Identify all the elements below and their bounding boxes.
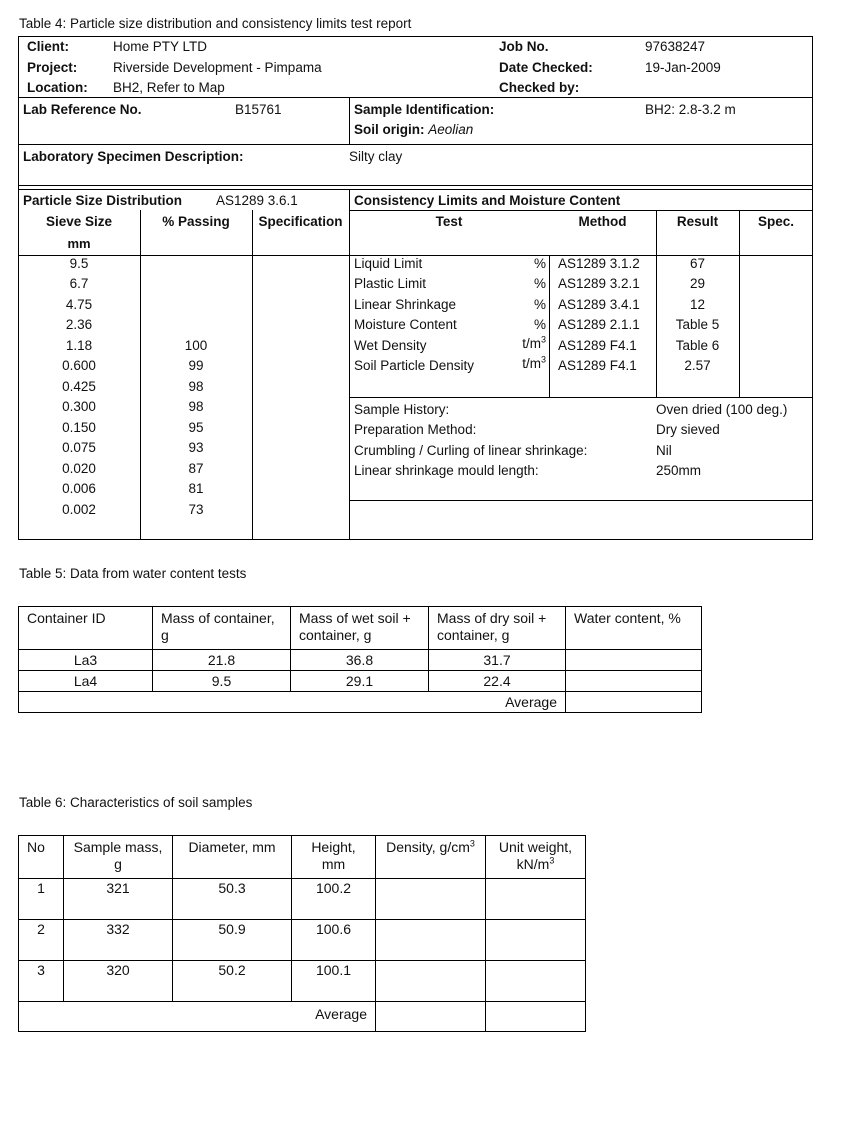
test-result: Table 6: [675, 338, 720, 353]
test-unit: %: [533, 317, 546, 332]
test-unit: %: [533, 276, 546, 291]
sample-unit-weight: [486, 961, 586, 1002]
col-no: No: [19, 836, 64, 879]
test-result: 12: [689, 297, 706, 312]
average-label: Average: [19, 692, 566, 713]
test-name: Soil Particle Density: [354, 358, 475, 373]
soil-origin-value: Aeolian: [428, 122, 474, 137]
sample-no: 3: [19, 961, 64, 1002]
sieve-size: 0.425: [62, 379, 96, 394]
test-result: Table 5: [675, 317, 720, 332]
sample-diameter: 50.3: [173, 879, 292, 920]
history-label: Crumbling / Curling of linear shrinkage:: [354, 443, 588, 458]
sieve-size: 0.150: [62, 420, 96, 435]
test-result: 67: [689, 256, 706, 271]
sample-height: 100.2: [292, 879, 376, 920]
cube-superscript: 3: [540, 334, 546, 345]
soil-origin: [354, 123, 473, 137]
checked-by-label: Checked by:: [499, 80, 580, 95]
location-value: BH2, Refer to Map: [113, 80, 225, 95]
client-value: Home PTY LTD: [113, 39, 208, 54]
specimen-value: Silty clay: [349, 149, 403, 164]
col-mass-container: Mass of container, g: [153, 607, 291, 650]
col-water-content: Water content, %: [566, 607, 702, 650]
mass-dry: 22.4: [429, 671, 566, 692]
sample-height: 100.6: [292, 920, 376, 961]
client-label: Client:: [27, 39, 69, 54]
test-result: 2.57: [684, 358, 711, 373]
test-unit: %: [533, 297, 546, 312]
test-name: Liquid Limit: [354, 256, 423, 271]
mass-dry: 31.7: [429, 650, 566, 671]
project-value: Riverside Development - Pimpama: [113, 60, 322, 75]
water-content: [566, 671, 702, 692]
soil-origin-label: Soil origin:: [354, 122, 425, 137]
psd-label: Particle Size Distribution: [23, 193, 183, 208]
test-name: Wet Density: [354, 338, 427, 353]
sample-unit-weight: [486, 920, 586, 961]
sample-mass: 321: [64, 879, 173, 920]
sieve-passing: 100: [184, 338, 208, 353]
test-method: AS1289 3.1.2: [558, 256, 640, 271]
average-density: [376, 1002, 486, 1032]
test-unit: t/m: [522, 356, 541, 371]
specimen-label: Laboratory Specimen Description:: [23, 149, 244, 164]
col-height: Height, mm: [292, 836, 376, 879]
col-passing: % Passing: [162, 214, 230, 229]
sieve-size: 6.7: [69, 276, 89, 291]
sieve-size: 0.006: [62, 481, 96, 496]
table-row: [19, 879, 586, 920]
sample-mass: 320: [64, 961, 173, 1002]
consistency-label: Consistency Limits and Moisture Content: [354, 193, 621, 208]
test-unit: %: [533, 256, 546, 271]
container-id: La3: [19, 650, 153, 671]
sample-diameter: 50.9: [173, 920, 292, 961]
psd-standard: AS1289 3.6.1: [216, 193, 298, 208]
table-row: [19, 920, 586, 961]
test-method: AS1289 F4.1: [558, 338, 637, 353]
col-spec: Spec.: [757, 214, 795, 229]
col-sample-mass: Sample mass, g: [64, 836, 173, 879]
sample-no: 2: [19, 920, 64, 961]
sieve-passing: 87: [188, 461, 204, 476]
history-value: Oven dried (100 deg.): [656, 402, 788, 417]
sample-id-label: Sample Identification:: [354, 102, 495, 117]
sample-height: 100.1: [292, 961, 376, 1002]
history-value: 250mm: [656, 463, 702, 478]
test-unit-wrap: [490, 334, 546, 351]
history-label: Linear shrinkage mould length:: [354, 463, 539, 478]
col-container-id: Container ID: [19, 607, 153, 650]
table-row: [19, 671, 702, 692]
table5-caption: Table 5: Data from water content tests: [19, 566, 247, 581]
test-unit-wrap: [490, 354, 546, 371]
col-density: [376, 836, 486, 879]
sieve-size: 1.18: [65, 338, 93, 353]
test-method: AS1289 3.2.1: [558, 276, 640, 291]
sieve-passing: 98: [188, 399, 204, 414]
table6: [18, 835, 586, 1032]
history-label: Sample History:: [354, 402, 450, 417]
sieve-size: 0.600: [62, 358, 96, 373]
job-no-value: 97638247: [645, 39, 706, 54]
sample-id-value: BH2: 2.8-3.2 m: [645, 102, 736, 117]
table6-average-row: [19, 1002, 586, 1032]
table5: [18, 606, 702, 713]
col-mass-dry: Mass of dry soil + container, g: [429, 607, 566, 650]
test-name: Plastic Limit: [354, 276, 427, 291]
job-no-label: Job No.: [499, 39, 549, 54]
cube-superscript: 3: [469, 838, 475, 849]
sieve-size: 2.36: [65, 317, 93, 332]
sieve-passing: 98: [188, 379, 204, 394]
table5-average-row: [19, 692, 702, 713]
mass-container: 21.8: [153, 650, 291, 671]
container-id: La4: [19, 671, 153, 692]
table6-header-row: [19, 836, 586, 879]
density-header-text: Density, g/cm: [386, 839, 470, 855]
sample-density: [376, 879, 486, 920]
lab-ref-value: B15761: [235, 102, 282, 117]
col-specification: Specification: [258, 214, 343, 229]
project-label: Project:: [27, 60, 78, 75]
col-diameter: Diameter, mm: [173, 836, 292, 879]
col-method: Method: [578, 214, 627, 229]
col-test: Test: [435, 214, 463, 229]
sieve-size: 9.5: [69, 256, 89, 271]
average-label: Average: [19, 1002, 376, 1032]
date-checked-value: 19-Jan-2009: [645, 60, 721, 75]
date-checked-label: Date Checked:: [499, 60, 593, 75]
sieve-size: 0.075: [62, 440, 96, 455]
table6-caption: Table 6: Characteristics of soil samples: [19, 795, 253, 810]
sample-mass: 332: [64, 920, 173, 961]
water-content: [566, 650, 702, 671]
col-sieve-unit: mm: [67, 236, 91, 251]
mass-wet: 29.1: [291, 671, 429, 692]
col-mass-wet: Mass of wet soil + container, g: [291, 607, 429, 650]
history-label: Preparation Method:: [354, 422, 477, 437]
sieve-passing: 73: [188, 502, 204, 517]
average-unit-weight: [486, 1002, 586, 1032]
history-value: Dry sieved: [656, 422, 720, 437]
history-value: Nil: [656, 443, 672, 458]
test-result: 29: [689, 276, 706, 291]
sieve-size: 4.75: [65, 297, 93, 312]
cube-superscript: 3: [540, 354, 546, 365]
test-method: AS1289 3.4.1: [558, 297, 640, 312]
cube-superscript: 3: [549, 855, 555, 866]
sieve-passing: 93: [188, 440, 204, 455]
table4-caption: Table 4: Particle size distribution and consistency limits test report: [19, 16, 412, 31]
table5-header-row: [19, 607, 702, 650]
sample-density: [376, 920, 486, 961]
average-value: [566, 692, 702, 713]
col-sieve-size: Sieve Size: [45, 214, 113, 229]
col-result: Result: [676, 214, 719, 229]
test-method: AS1289 F4.1: [558, 358, 637, 373]
test-name: Moisture Content: [354, 317, 457, 332]
sample-diameter: 50.2: [173, 961, 292, 1002]
table-row: [19, 650, 702, 671]
unit-weight-header-text: Unit weight, kN/m: [498, 839, 573, 872]
mass-wet: 36.8: [291, 650, 429, 671]
sieve-passing: 95: [188, 420, 204, 435]
sieve-size: 0.020: [62, 461, 96, 476]
col-unit-weight: [486, 836, 586, 879]
sieve-size: 0.300: [62, 399, 96, 414]
sample-no: 1: [19, 879, 64, 920]
lab-ref-label: Lab Reference No.: [23, 102, 142, 117]
test-name: Linear Shrinkage: [354, 297, 457, 312]
sample-unit-weight: [486, 879, 586, 920]
test-method: AS1289 2.1.1: [558, 317, 640, 332]
table-row: [19, 961, 586, 1002]
sample-density: [376, 961, 486, 1002]
mass-container: 9.5: [153, 671, 291, 692]
sieve-size: 0.002: [62, 502, 96, 517]
sieve-passing: 81: [188, 481, 204, 496]
location-label: Location:: [27, 80, 88, 95]
sieve-passing: 99: [188, 358, 204, 373]
test-unit: t/m: [522, 336, 541, 351]
